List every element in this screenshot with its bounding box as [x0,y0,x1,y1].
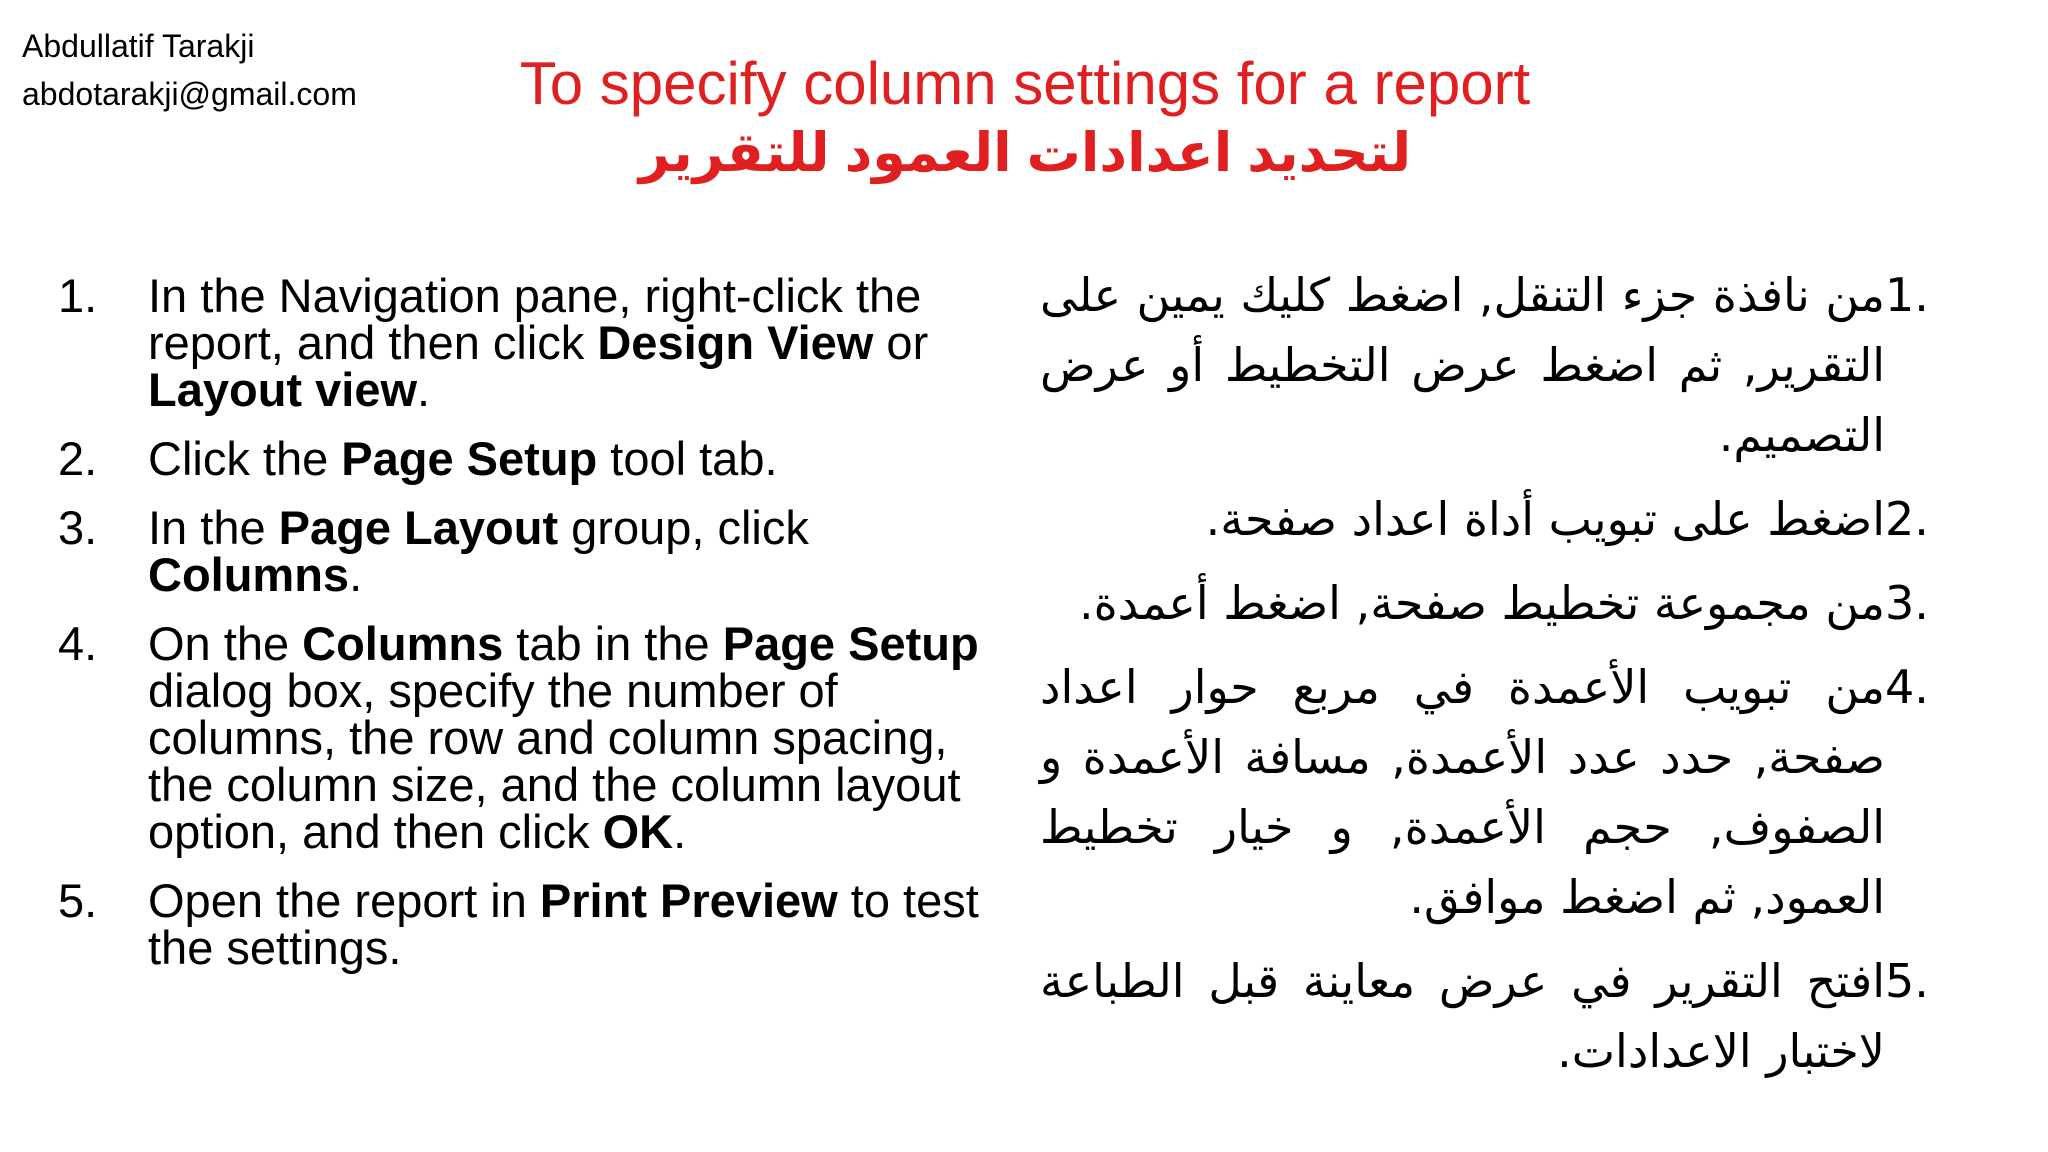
arabic-step [1040,484,1980,554]
english-step [58,269,1008,416]
step-number: 4. [1885,660,1929,714]
author-info [22,22,357,118]
slide-title [400,48,1650,186]
english-step [58,501,1008,601]
english-step [58,874,1008,974]
step-text: من نافذة جزء التنقل, اضغط كليك يمين على التقرير, ثم اضغط عرض التخطيط أو عرض التصميم. [1040,268,1885,462]
author-email: abdotarakji@gmail.com [22,76,357,112]
step-text: من تبويب الأعمدة في مربع حوار اعداد صفحة, حدد عدد الأعمدة, مسافة الأعمدة و الصفوف, حجم الأعمدة, و خيار تخطيط العمود, ثم اضغط موافق. [1040,660,1885,924]
arabic-step [1040,568,1980,638]
step-text: اضغط على تبويب أداة اعداد صفحة. [1205,492,1885,546]
english-steps-list [58,269,1008,993]
step-number: 3. [1885,576,1929,630]
step-text: On the Columns tab in the Page Setup dialog box, specify the number of columns, the row and column spacing, the column size, and the column layout option, and then click OK. [148,617,979,858]
arabic-step [1040,946,1980,1086]
step-number: 2. [1885,492,1929,546]
arabic-step [1040,260,1980,470]
step-text: افتح التقرير في عرض معاينة قبل الطباعة لاختبار الاعدادات. [1040,954,1885,1078]
step-number: 2. [58,432,98,485]
step-number: 3. [58,501,98,554]
step-text: من مجموعة تخطيط صفحة, اضغط أعمدة. [1078,576,1885,630]
author-name: Abdullatif Tarakji [22,28,255,64]
step-number: 5. [1885,954,1929,1008]
step-text: Click the Page Setup tool tab. [148,432,778,485]
step-number: 1. [1885,268,1929,322]
title-english: To specify column settings for a report [519,50,1531,117]
english-step [58,617,1008,858]
arabic-step [1040,652,1980,932]
title-arabic: لتحديد اعدادات العمود للتقرير [638,123,1412,183]
step-text: Open the report in Print Preview to test the settings. [148,874,979,974]
step-text: In the Page Layout group, click Columns. [148,501,809,601]
step-number: 5. [58,874,98,927]
english-step [58,432,1008,485]
step-number: 4. [58,617,98,670]
step-text: In the Navigation pane, right-click the report, and then click Design View or Layout view. [148,269,929,416]
step-number: 1. [58,269,98,322]
arabic-steps-list [1040,260,1980,1100]
